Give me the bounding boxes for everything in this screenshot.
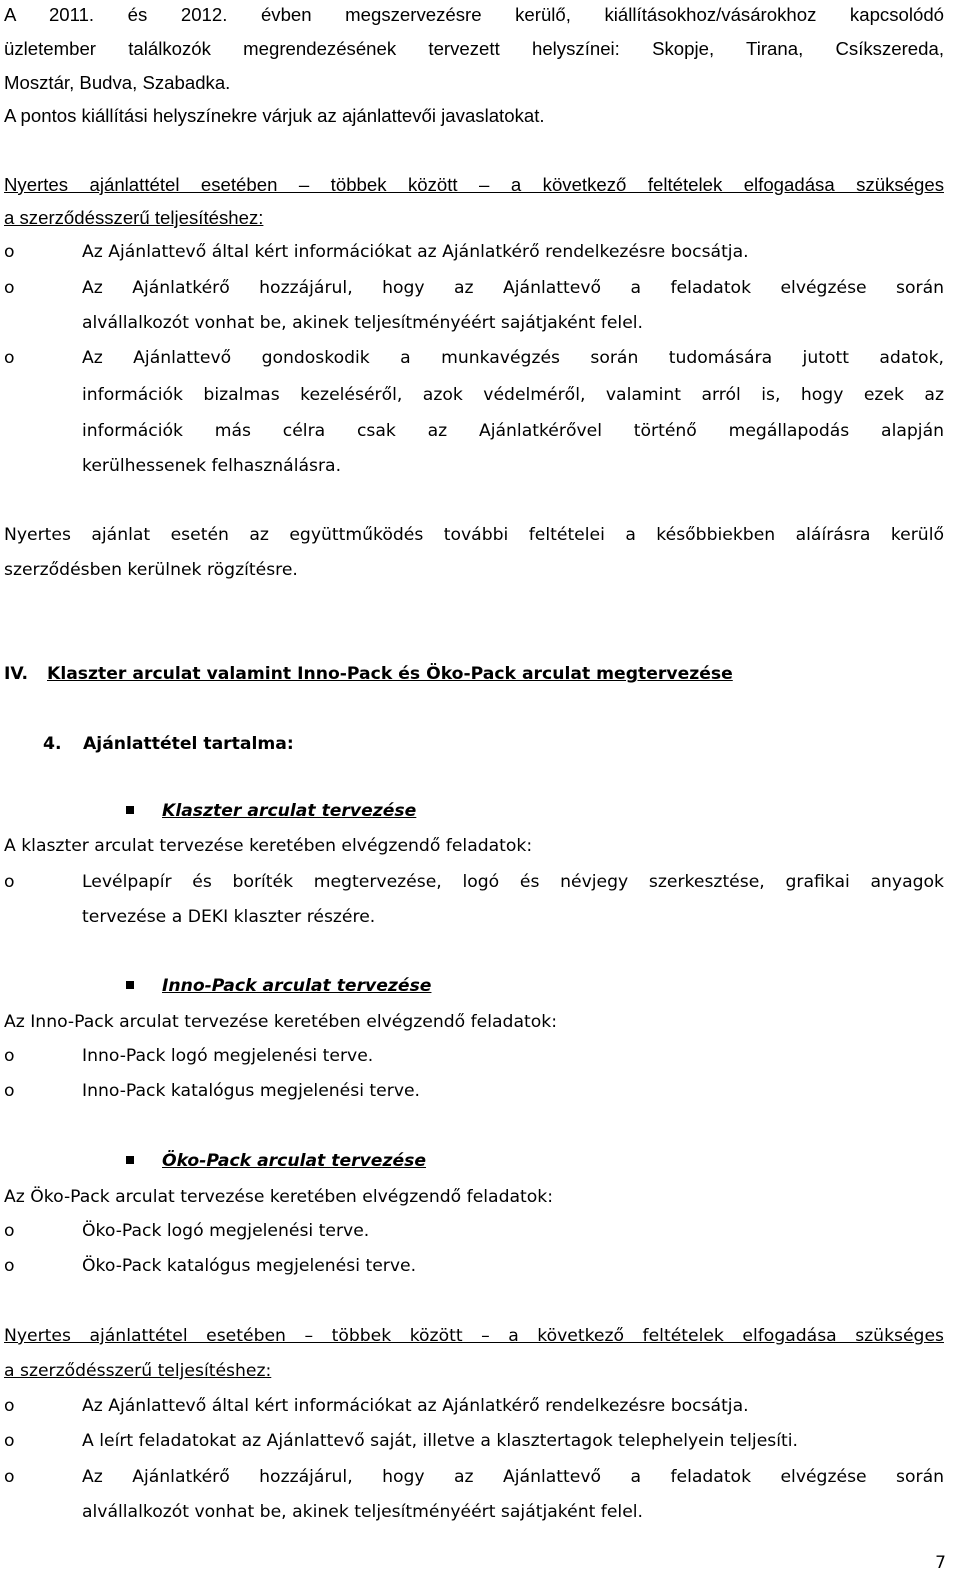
square-bullet-icon: [126, 806, 134, 814]
winner1-bullet-1: Az Ajánlattevő által kért információkat az Ajánlatkérő rendelkezésre bocsátja.: [82, 242, 749, 262]
section-title: Klaszter arculat valamint Inno-Pack és Öko-Pack arculat megtervezése: [47, 664, 733, 684]
subsection-number: 4.: [43, 734, 62, 754]
klaszter-bullet-1-line-2: tervezése a DEKI klaszter részére.: [82, 907, 376, 927]
winner1-bullet-2-line-2: alvállalkozót vonhat be, akinek teljesítményéért sajátjaként felel.: [82, 313, 644, 333]
winner1-bullet-2-line-1: Az Ajánlatkérő hozzájárul, hogy az Ajánlattevő a feladatok elvégzése során: [82, 278, 944, 298]
okopack-bullet-1-marker: o: [4, 1221, 15, 1241]
winner2-bullet-3-line-1: Az Ajánlatkérő hozzájárul, hogy az Ajánlattevő a feladatok elvégzése során: [82, 1467, 944, 1487]
winner1-heading-line-2: a szerződésszerű teljesítéshez:: [4, 207, 264, 228]
winner2-bullet-3-line-2: alvállalkozót vonhat be, akinek teljesítményéért sajátjaként felel.: [82, 1502, 644, 1522]
cooperation-line-2: szerződésben kerülnek rögzítésre.: [4, 560, 298, 580]
winner1-bullet-3-line-4: kerülhessenek felhasználásra.: [82, 456, 342, 476]
innopack-title: Inno-Pack arculat tervezése: [162, 976, 432, 996]
innopack-bullet-2: Inno-Pack katalógus megjelenési terve.: [82, 1081, 421, 1101]
okopack-bullet-1: Öko-Pack logó megjelenési terve.: [82, 1221, 370, 1241]
winner2-heading-line-1: Nyertes ajánlattétel esetében – többek között – a következő feltételek elfogadása szükséges: [4, 1326, 944, 1346]
section-number: IV.: [4, 664, 29, 684]
winner2-bullet-2-marker: o: [4, 1431, 15, 1451]
innopack-intro: Az Inno-Pack arculat tervezése keretében elvégzendő feladatok:: [4, 1012, 558, 1032]
subsection-title: Ajánlattétel tartalma:: [83, 734, 294, 754]
winner1-heading-line-1: Nyertes ajánlattétel esetében – többek között – a következő feltételek elfogadása szükséges: [4, 174, 944, 195]
okopack-bullet-2-marker: o: [4, 1256, 15, 1276]
winner1-bullet-2-marker: o: [4, 278, 15, 298]
innopack-bullet-2-marker: o: [4, 1081, 15, 1101]
intro-line-4: A pontos kiállítási helyszínekre várjuk az ajánlattevői javaslatokat.: [4, 105, 545, 126]
klaszter-title: Klaszter arculat tervezése: [162, 801, 417, 821]
winner1-bullet-3-line-3: információk más célra csak az Ajánlatkérővel történő megállapodás alapján: [82, 421, 944, 441]
innopack-bullet-1: Inno-Pack logó megjelenési terve.: [82, 1046, 374, 1066]
klaszter-bullet-1-marker: o: [4, 872, 15, 892]
intro-line-1: A 2011. és 2012. évben megszervezésre kerülő, kiállításokhoz/vásárokhoz kapcsolódó: [4, 4, 944, 25]
cooperation-line-1: Nyertes ajánlat esetén az együttműködés további feltételei a későbbiekben aláírásra kerülő: [4, 525, 944, 545]
winner2-bullet-2: A leírt feladatokat az Ajánlattevő saját, illetve a klasztertagok telephelyein teljesíti.: [82, 1431, 798, 1451]
innopack-bullet-1-marker: o: [4, 1046, 15, 1066]
klaszter-bullet-1-line-1: Levélpapír és boríték megtervezése, logó és névjegy szerkesztése, grafikai anyagok: [82, 872, 944, 892]
winner1-bullet-3-marker: o: [4, 348, 15, 368]
winner2-bullet-1-marker: o: [4, 1396, 15, 1416]
okopack-intro: Az Öko-Pack arculat tervezése keretében elvégzendő feladatok:: [4, 1187, 554, 1207]
winner2-bullet-1: Az Ajánlattevő által kért információkat az Ajánlatkérő rendelkezésre bocsátja.: [82, 1396, 749, 1416]
okopack-title: Öko-Pack arculat tervezése: [162, 1151, 427, 1171]
winner1-bullet-3-line-2: információk bizalmas kezeléséről, azok védelméről, valamint arról is, hogy ezek az: [82, 385, 944, 405]
winner2-bullet-3-marker: o: [4, 1467, 15, 1487]
winner1-bullet-1-marker: o: [4, 242, 15, 262]
winner2-heading-line-2: a szerződésszerű teljesítéshez:: [4, 1361, 272, 1381]
winner1-bullet-3-line-1: Az Ajánlattevő gondoskodik a munkavégzés során tudomására jutott adatok,: [82, 348, 944, 368]
klaszter-intro: A klaszter arculat tervezése keretében elvégzendő feladatok:: [4, 836, 533, 856]
page-number: 7: [935, 1553, 946, 1573]
square-bullet-icon: [126, 981, 134, 989]
intro-line-3: Mosztár, Budva, Szabadka.: [4, 72, 231, 93]
okopack-bullet-2: Öko-Pack katalógus megjelenési terve.: [82, 1256, 417, 1276]
intro-line-2: üzletember találkozók megrendezésének tervezett helyszínei: Skopje, Tirana, Csíkszereda,: [4, 38, 944, 59]
square-bullet-icon: [126, 1156, 134, 1164]
